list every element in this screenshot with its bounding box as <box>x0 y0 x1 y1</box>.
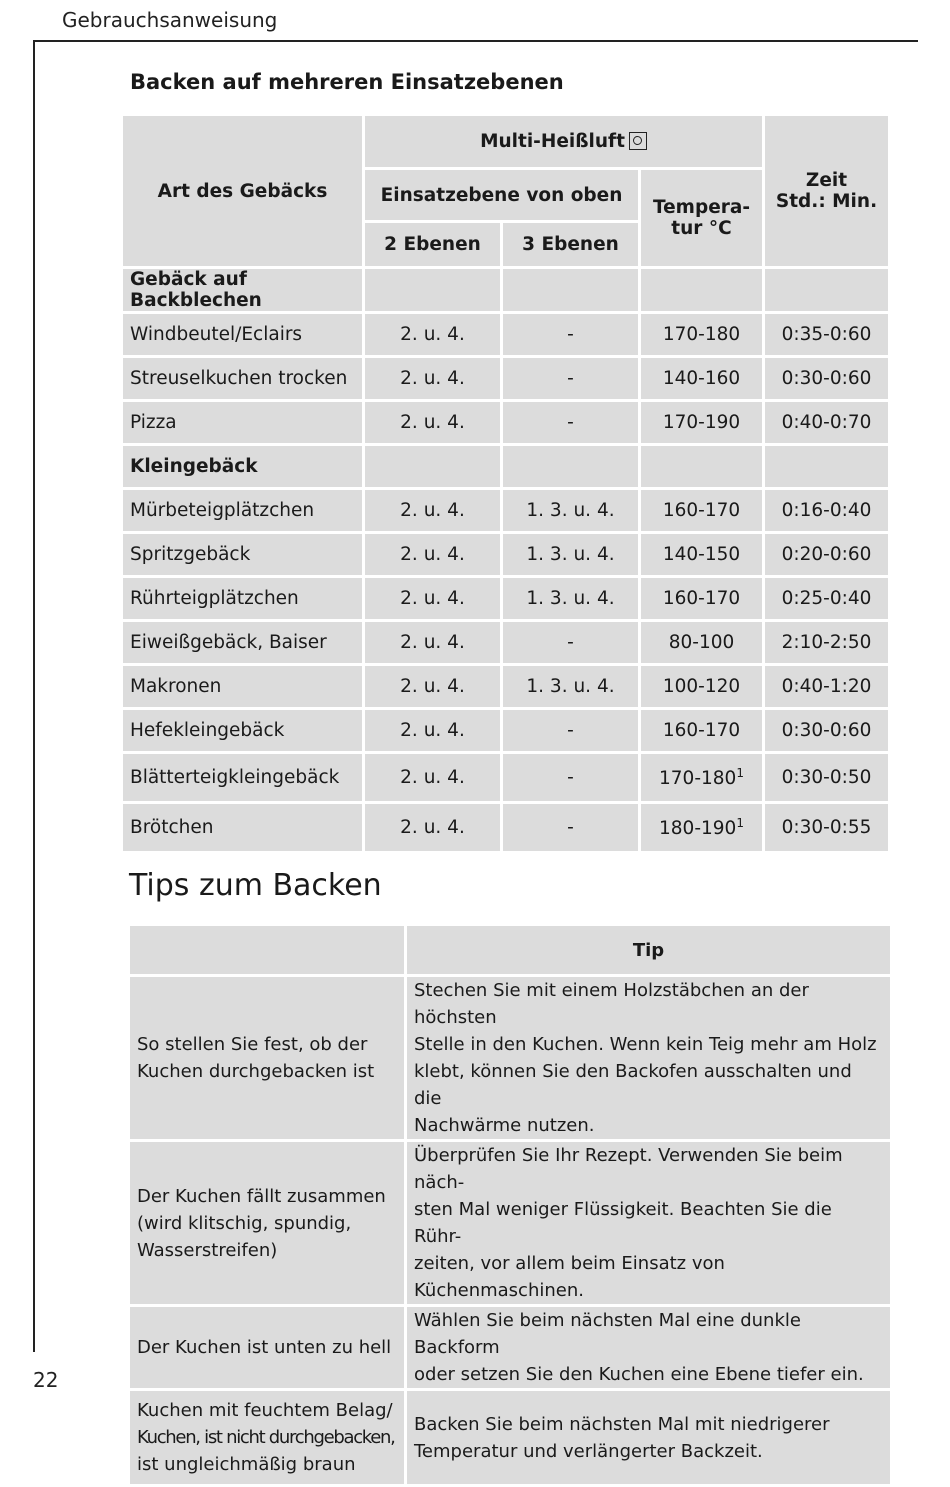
level-2-value: 2. u. 4. <box>365 402 500 443</box>
tip-line: Backen Sie beim nächsten Mal mit niedrigerer <box>414 1413 830 1435</box>
empty-cell <box>503 446 638 487</box>
problem-line: Kuchen durchgebacken ist <box>137 1061 375 1082</box>
temperature-cell <box>641 578 762 619</box>
page-number: 22 <box>33 1368 59 1392</box>
level-2-value: 2. u. 4. <box>365 710 500 751</box>
problem-cell <box>130 1391 404 1484</box>
category-row <box>123 446 888 487</box>
category-row <box>123 269 888 311</box>
temperature-value: 100-120 <box>662 676 741 697</box>
level-3-value: - <box>503 754 638 801</box>
table-row <box>123 402 888 443</box>
pastry-name: Spritzgebäck <box>123 534 362 575</box>
table-row <box>123 710 888 751</box>
baking-table <box>120 113 891 854</box>
tip-line: Wählen Sie beim nächsten Mal eine dunkle Backform <box>414 1310 801 1358</box>
tip-row <box>130 1391 890 1484</box>
level-3-value: 1. 3. u. 4. <box>503 534 638 575</box>
header-time-line1: Zeit <box>805 170 848 191</box>
temperature-cell <box>641 804 762 851</box>
empty-cell <box>365 269 500 311</box>
empty-cell <box>503 269 638 311</box>
left-margin-rule <box>33 40 35 1352</box>
level-2-value: 2. u. 4. <box>365 490 500 531</box>
tip-line: Nachwärme nutzen. <box>414 1115 595 1136</box>
header-rule <box>33 40 918 42</box>
pastry-name: Windbeutel/Eclairs <box>123 314 362 355</box>
header-temp-line2: tur °C <box>671 218 732 239</box>
time-value: 0:35-0:60 <box>765 314 888 355</box>
tip-line: klebt, können Sie den Backofen ausschalten und die <box>414 1061 852 1109</box>
section-title-multi-level: Backen auf mehreren Einsatzebenen <box>130 70 564 94</box>
level-2-value: 2. u. 4. <box>365 622 500 663</box>
pastry-name: Streuselkuchen trocken <box>123 358 362 399</box>
tip-line: Stelle in den Kuchen. Wenn kein Teig mehr am Holz <box>414 1034 877 1055</box>
temperature-value: 160-170 <box>662 720 741 741</box>
table-row <box>123 358 888 399</box>
level-3-value: 1. 3. u. 4. <box>503 578 638 619</box>
level-2-value: 2. u. 4. <box>365 666 500 707</box>
header-mode-label: Multi-Heißluft <box>480 131 625 152</box>
time-value: 0:40-0:70 <box>765 402 888 443</box>
problem-line: Kuchen, ist nicht durchgebacken, <box>137 1427 395 1448</box>
tip-row <box>130 977 890 1139</box>
tips-table <box>127 923 893 1487</box>
tip-line: oder setzen Sie den Kuchen eine Ebene tiefer ein. <box>414 1364 864 1385</box>
empty-cell <box>765 269 888 311</box>
header-einsatzebene: Einsatzebene von oben <box>365 170 638 220</box>
level-2-value: 2. u. 4. <box>365 358 500 399</box>
header-temp-line1: Tempera- <box>652 197 751 218</box>
pastry-name: Blätterteigkleingebäck <box>123 754 362 801</box>
tip-cell <box>407 977 890 1139</box>
tip-line: Stechen Sie mit einem Holzstäbchen an der höchsten <box>414 980 809 1028</box>
level-3-value: - <box>503 314 638 355</box>
temperature-value: 170-180 <box>659 768 737 790</box>
header-art: Art des Gebäcks <box>123 116 362 266</box>
level-3-value: 1. 3. u. 4. <box>503 666 638 707</box>
problem-line: Der Kuchen ist unten zu hell <box>137 1337 392 1358</box>
page-header-title: Gebrauchsanweisung <box>62 8 278 32</box>
level-3-value: - <box>503 402 638 443</box>
table-row <box>123 754 888 801</box>
level-3-value: 1. 3. u. 4. <box>503 490 638 531</box>
tips-header-tip: Tip <box>407 926 890 974</box>
time-value: 0:30-0:60 <box>765 358 888 399</box>
level-2-value: 2. u. 4. <box>365 804 500 851</box>
problem-cell <box>130 1307 404 1388</box>
empty-cell <box>641 269 762 311</box>
time-value: 0:30-0:50 <box>765 754 888 801</box>
table-row <box>123 578 888 619</box>
pastry-name: Brötchen <box>123 804 362 851</box>
table-row <box>123 622 888 663</box>
problem-line: ist ungleichmäßig braun <box>137 1454 356 1475</box>
temperature-cell <box>641 358 762 399</box>
header-mode <box>365 116 762 167</box>
pastry-name: Mürbeteigplätzchen <box>123 490 362 531</box>
tip-line: Überprüfen Sie Ihr Rezept. Verwenden Sie beim näch- <box>414 1145 843 1193</box>
level-3-value: - <box>503 622 638 663</box>
temperature-value: 160-170 <box>662 500 741 521</box>
tip-line: sten Mal weniger Flüssigkeit. Beachten Sie die Rühr- <box>414 1199 832 1247</box>
tip-cell <box>407 1307 890 1388</box>
header-time <box>765 116 888 266</box>
pastry-name: Rührteigplätzchen <box>123 578 362 619</box>
header-level2: 2 Ebenen <box>365 223 500 266</box>
temperature-cell <box>641 710 762 751</box>
time-value: 2:10-2:50 <box>765 622 888 663</box>
time-value: 0:30-0:55 <box>765 804 888 851</box>
time-value: 0:20-0:60 <box>765 534 888 575</box>
category-name: Kleingebäck <box>123 446 362 487</box>
problem-line: (wird klitschig, spundig, <box>137 1212 352 1234</box>
time-value: 0:30-0:60 <box>765 710 888 751</box>
fan-oven-icon <box>629 132 647 150</box>
problem-line: Der Kuchen fällt zusammen <box>137 1185 386 1207</box>
category-name: Gebäck auf Backblechen <box>123 269 362 311</box>
pastry-name: Makronen <box>123 666 362 707</box>
temperature-cell <box>641 534 762 575</box>
empty-cell <box>765 446 888 487</box>
problem-cell <box>130 977 404 1139</box>
table-row <box>123 804 888 851</box>
problem-line: Kuchen mit feuchtem Belag/ <box>137 1400 393 1421</box>
time-value: 0:40-1:20 <box>765 666 888 707</box>
tip-row <box>130 1142 890 1304</box>
temperature-cell <box>641 402 762 443</box>
tip-row <box>130 1307 890 1388</box>
temperature-cell <box>641 622 762 663</box>
tip-cell <box>407 1391 890 1484</box>
temperature-value: 80-100 <box>668 632 735 653</box>
problem-line: So stellen Sie fest, ob der <box>137 1034 368 1055</box>
table-row <box>123 666 888 707</box>
tip-line: Temperatur und verlängerter Backzeit. <box>414 1440 763 1462</box>
time-value: 0:25-0:40 <box>765 578 888 619</box>
level-2-value: 2. u. 4. <box>365 578 500 619</box>
temperature-value: 180-190 <box>659 818 737 840</box>
temperature-value: 140-160 <box>662 368 741 389</box>
header-level3: 3 Ebenen <box>503 223 638 266</box>
temperature-value: 170-180 <box>662 324 741 345</box>
temperature-value: 160-170 <box>662 588 741 609</box>
footnote-marker: 1 <box>736 815 744 830</box>
problem-cell <box>130 1142 404 1304</box>
table-row <box>123 534 888 575</box>
table-row <box>123 314 888 355</box>
footnote-marker: 1 <box>736 765 744 780</box>
pastry-name: Hefekleingebäck <box>123 710 362 751</box>
level-2-value: 2. u. 4. <box>365 314 500 355</box>
empty-cell <box>365 446 500 487</box>
temperature-value: 140-150 <box>662 544 741 565</box>
level-3-value: - <box>503 358 638 399</box>
level-3-value: - <box>503 710 638 751</box>
header-time-line2: Std.: Min. <box>775 191 878 212</box>
tips-header-empty <box>130 926 404 974</box>
table-row <box>123 490 888 531</box>
tip-line: zeiten, vor allem beim Einsatz von Küchenmaschinen. <box>414 1253 725 1301</box>
section-title-tips: Tips zum Backen <box>129 868 382 903</box>
temperature-cell <box>641 314 762 355</box>
temperature-cell <box>641 666 762 707</box>
temperature-value: 170-190 <box>662 412 741 433</box>
pastry-name: Eiweißgebäck, Baiser <box>123 622 362 663</box>
empty-cell <box>641 446 762 487</box>
temperature-cell <box>641 490 762 531</box>
header-temp <box>641 170 762 266</box>
level-3-value: - <box>503 804 638 851</box>
time-value: 0:16-0:40 <box>765 490 888 531</box>
temperature-cell <box>641 754 762 801</box>
level-2-value: 2. u. 4. <box>365 534 500 575</box>
pastry-name: Pizza <box>123 402 362 443</box>
problem-line: Wasserstreifen) <box>137 1239 278 1261</box>
level-2-value: 2. u. 4. <box>365 754 500 801</box>
tip-cell <box>407 1142 890 1304</box>
